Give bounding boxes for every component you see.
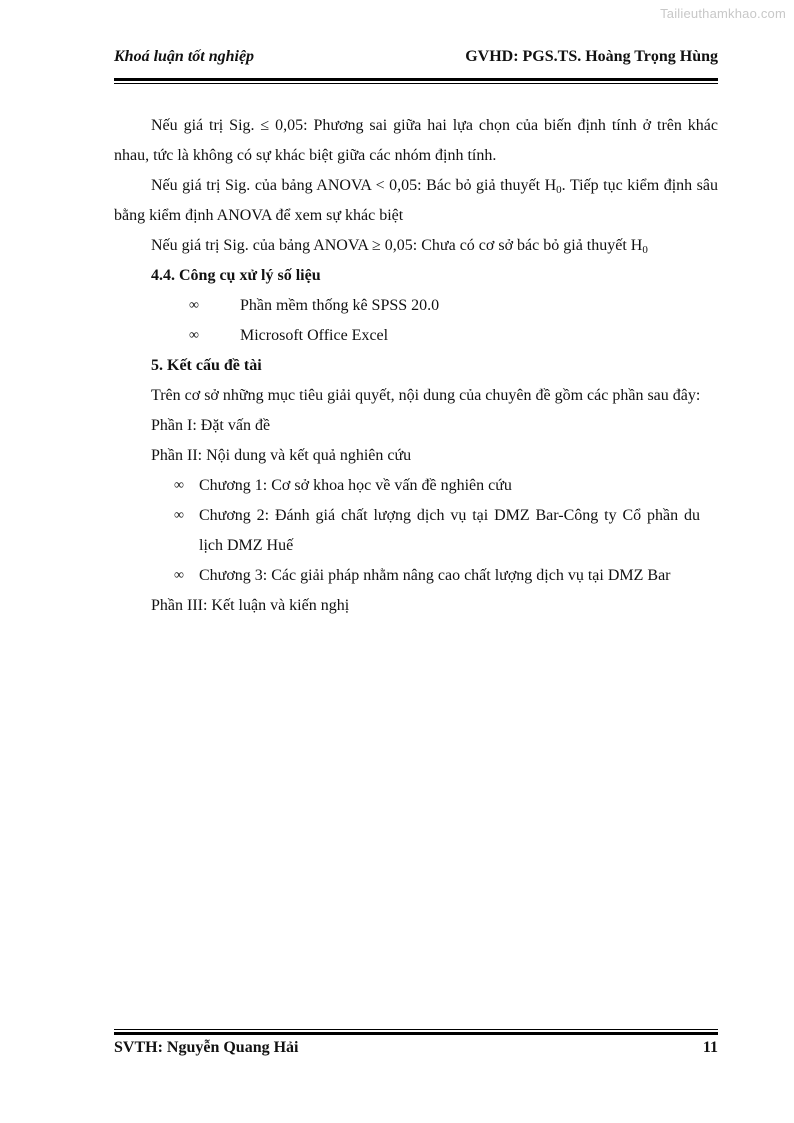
chapter-text: Chương 2: Đánh giá chất lượng dịch vụ tại DMZ Bar-Công ty Cổ phần du lịch DMZ Huế <box>199 507 700 554</box>
infinity-bullet-icon: ∞ <box>189 328 199 343</box>
list-item-text: Microsoft Office Excel <box>240 327 389 344</box>
part-3: Phần III: Kết luận và kiến nghị <box>151 597 350 614</box>
page-header <box>114 48 718 72</box>
header-advisor: GVHD: PGS.TS. Hoàng Trọng Hùng <box>465 48 718 65</box>
section-heading-tools: 4.4. Công cụ xử lý số liệu <box>151 267 321 284</box>
paragraph-sig: Nếu giá trị Sig. ≤ 0,05: Phương sai giữa hai lựa chọn của biến định tính ở trên khác nhau, tức là không có sự khác biệt giữa các nhóm định tính. <box>114 117 718 164</box>
page-number: 11 <box>702 1039 718 1056</box>
list-item <box>114 561 718 591</box>
chapter-text: Chương 3: Các giải pháp nhằm nâng cao chất lượng dịch vụ tại DMZ Bar <box>199 567 671 584</box>
paragraph-anova-accept-text: Nếu giá trị Sig. của bảng ANOVA ≥ 0,05: Chưa có cơ sở bác bỏ giả thuyết H <box>151 237 643 254</box>
page-body <box>114 111 718 621</box>
list-item <box>114 471 718 501</box>
watermark: Tailieuthamkhao.com <box>660 6 786 21</box>
header-rule <box>114 78 718 84</box>
paragraph-anova-reject-text-2: . Tiếp tục kiểm định sâu bằng kiểm định ANOVA để xem sự khác biệt <box>114 177 719 224</box>
chapter-text: Chương 1: Cơ sở khoa học về vấn đề nghiên cứu <box>199 477 512 494</box>
header-title: Khoá luận tốt nghiệp <box>114 48 255 65</box>
infinity-bullet-icon: ∞ <box>189 298 199 313</box>
paragraph-structure: Trên cơ sở những mục tiêu giải quyết, nội dung của chuyên đề gồm các phần sau đây: <box>151 387 701 404</box>
list-item-text: Phần mềm thống kê SPSS 20.0 <box>240 297 440 314</box>
part-2: Phần II: Nội dung và kết quả nghiên cứu <box>151 447 412 464</box>
list-item <box>114 501 718 561</box>
paragraph-anova-accept <box>114 231 718 261</box>
paragraph-anova-reject <box>114 171 718 231</box>
subscript: 0 <box>642 244 648 256</box>
footer-student: SVTH: Nguyễn Quang Hải <box>114 1039 299 1056</box>
section-heading-structure: 5. Kết cấu đề tài <box>151 357 262 374</box>
infinity-bullet-icon: ∞ <box>174 478 184 493</box>
page-footer <box>114 1039 718 1063</box>
subscript: 0 <box>556 184 562 196</box>
list-item <box>114 321 718 351</box>
footer-rule <box>114 1029 718 1035</box>
infinity-bullet-icon: ∞ <box>174 508 184 523</box>
list-item <box>114 291 718 321</box>
paragraph-anova-reject-text: Nếu giá trị Sig. của bảng ANOVA < 0,05: Bác bỏ giả thuyết H <box>151 177 557 194</box>
infinity-bullet-icon: ∞ <box>174 568 184 583</box>
part-1: Phần I: Đặt vấn đề <box>151 417 271 434</box>
